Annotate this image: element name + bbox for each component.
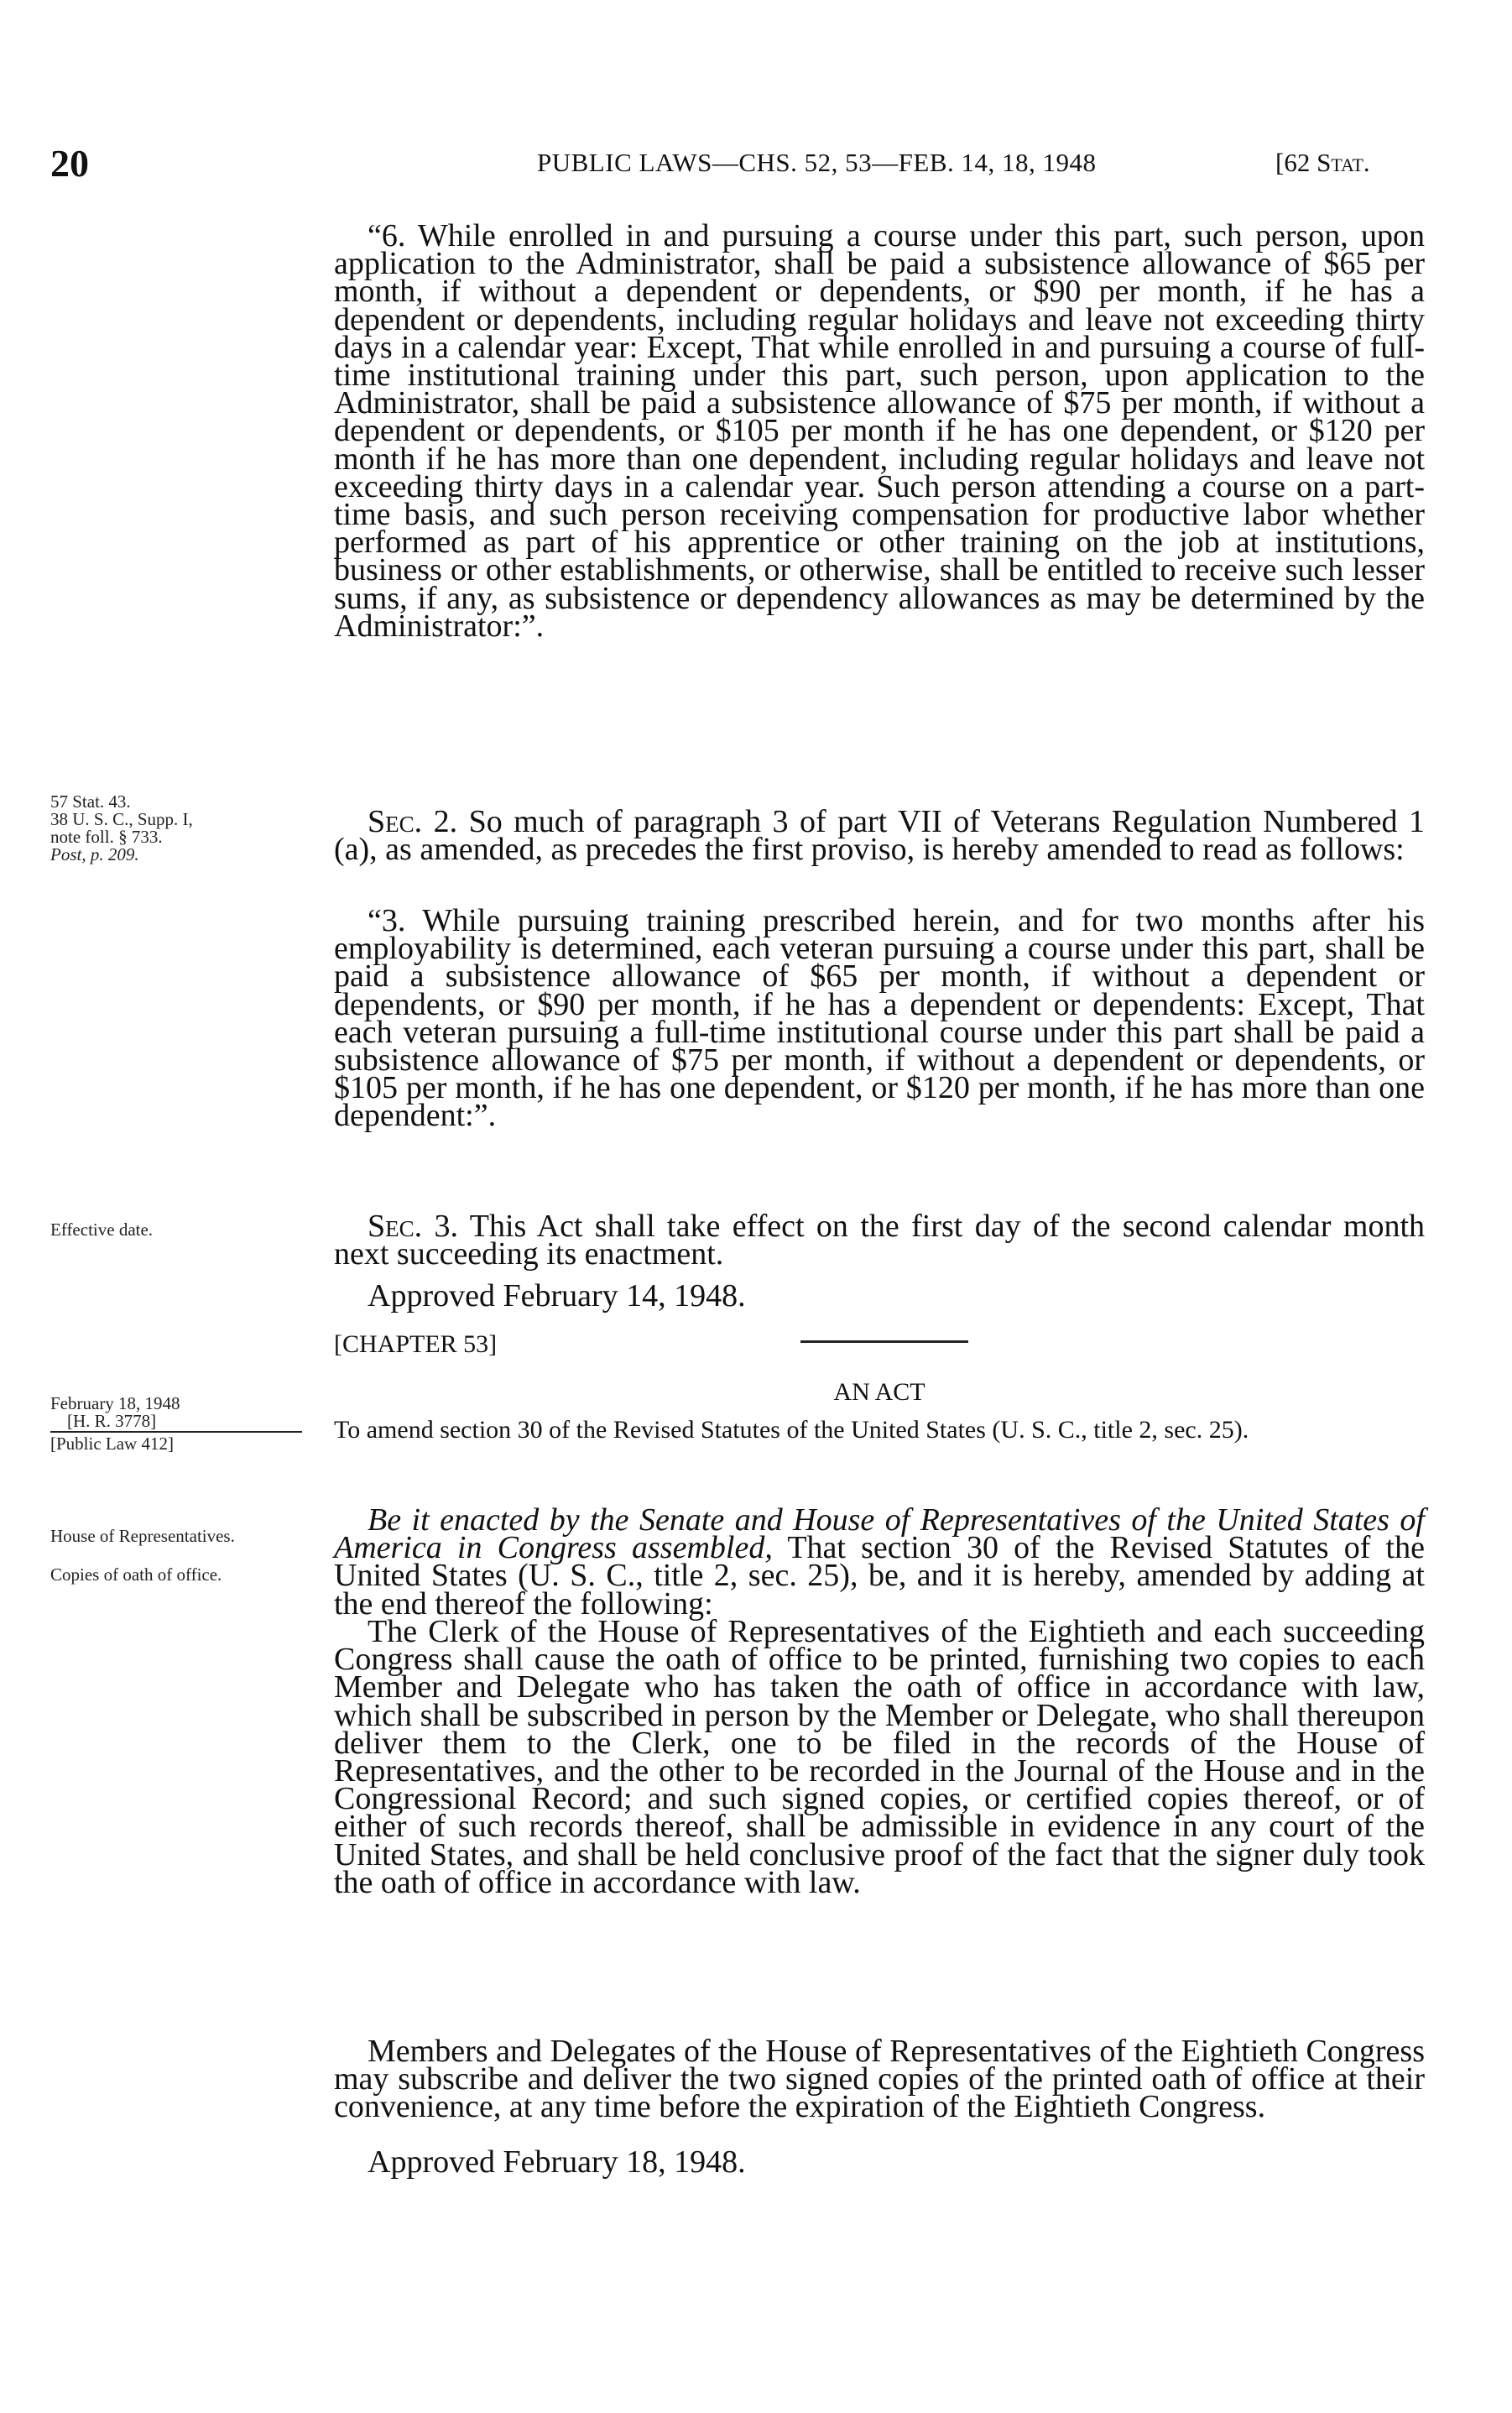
- enacting-italic: Be it enacted by the Senate and House of Representatives of the United States of America in Congress assembled,: [334, 1502, 1425, 1566]
- enacting-clause: [334, 1502, 1425, 1622]
- margin-citation-3: note foll. § 733.: [50, 827, 163, 847]
- approved-feb-14: Approved February 14, 1948.: [368, 1278, 746, 1314]
- chapter-divider: [800, 1340, 968, 1343]
- act-purpose: To amend section 30 of the Revised Statutes of the United States (U. S. C., title 2, sec. 25).: [334, 1416, 1249, 1444]
- section-2-text: So much of paragraph 3 of part VII of Veterans Regulation Numbered 1 (a), as amended, as precedes the first proviso, is hereby amended to read as follows:: [334, 804, 1426, 868]
- margin-citation-4: Post, p. 209.: [50, 844, 139, 864]
- margin-public-law: [Public Law 412]: [50, 1434, 174, 1454]
- margin-effective-date: Effective date.: [50, 1220, 154, 1240]
- an-act-heading: AN ACT: [833, 1378, 925, 1406]
- section-3-text: This Act shall take effect on the first day of the second calendar month next succeeding its enactment.: [334, 1209, 1425, 1272]
- margin-citation-1: 57 Stat. 43.: [50, 791, 131, 812]
- margin-house-note: House of Representatives.: [50, 1526, 235, 1546]
- section-3-label: Sec. 3.: [368, 1209, 459, 1244]
- approved-feb-18: Approved February 18, 1948.: [368, 2144, 746, 2180]
- margin-date: February 18, 1948: [50, 1393, 180, 1413]
- clerk-paragraph: The Clerk of the House of Representatives of the Eightieth and each succeeding Congress shall cause the oath of office to be printed, furnishing two copies to each Member and Delegate who has taken the oath of office in accordance with law, which shall be subscribed in person by the Member or Delegate, who shall thereupon deliver them to the Clerk, one to be filed in the records of the House of Representatives, and the other to be recorded in the Journal of the House and in the Congressional Record; and such signed copies, or certified copies thereof, or of either of such records thereof, shall be admissible in evidence in any court of the United States, and shall be held conclusive proof of the fact that the signer duly took the oath of office in accordance with law.: [334, 1614, 1425, 1900]
- chapter-heading: [CHAPTER 53]: [334, 1330, 498, 1358]
- section-2: [334, 804, 1426, 868]
- paragraph-3: “3. While pursuing training prescribed herein, and for two months after his employability is determined, each veteran pursuing a course under this part, shall be paid a subsistence allowance of $65 per month, if without a dependent or dependents, or $90 per month, if he has a dependent or dependents: Except, That each veteran pursuing a full-time institutional course under this part shall be paid a subsistence allowance of $75 per month, if without a dependent or dependents, or $105 per month, if he has one dependent, or $120 per month, if he has more than one dependent:”.: [334, 903, 1425, 1134]
- members-paragraph: Members and Delegates of the House of Representatives of the Eightieth Congress may subscribe and deliver the two signed copies of the printed oath of office at their convenience, at any time before the expiration of the Eightieth Congress.: [334, 2034, 1425, 2125]
- margin-bill: [H. R. 3778]: [67, 1411, 157, 1431]
- volume-reference: [62 Stat.: [1275, 148, 1370, 177]
- margin-citation-2: 38 U. S. C., Supp. I,: [50, 809, 193, 829]
- section-2-label: Sec. 2.: [368, 804, 458, 839]
- enacting-text: That section 30 of the Revised Statutes of the United States (U. S. C., title 2, sec. 25), be, and it is hereby, amended by adding at the end thereof the following:: [334, 1530, 1425, 1622]
- paragraph-6: “6. While enrolled in and pursuing a course under this part, such person, upon application to the Administrator, shall be paid a subsistence allowance of $65 per month, if without a dependent or dependents, or $90 per month, if he has a dependent or dependents, including regular holidays and leave not exceeding thirty days in a calendar year: Except, That while enrolled in and pursuing a course of full-time institutional training under this part, such person, upon application to the Administrator, shall be paid a subsistence allowance of $75 per month, if without a dependent or dependents, or $105 per month if he has one dependent, or $120 per month if he has more than one dependent, including regular holidays and leave not exceeding thirty days in a calendar year. Such person attending a course on a part-time basis, and such person receiving compensation for productive labor whether performed as part of his apprentice or other training on the job at institutions, business or other establishments, or otherwise, shall be entitled to receive such lesser sums, if any, as subsistence or dependency allowances as may be determined by the Administrator:”.: [334, 218, 1425, 644]
- margin-rule: [50, 1431, 302, 1433]
- margin-copies-note: Copies of oath of office.: [50, 1564, 222, 1585]
- page-number: 20: [50, 142, 89, 185]
- section-3: [334, 1209, 1425, 1272]
- running-title: PUBLIC LAWS—CHS. 52, 53—FEB. 14, 18, 1948: [537, 148, 1097, 177]
